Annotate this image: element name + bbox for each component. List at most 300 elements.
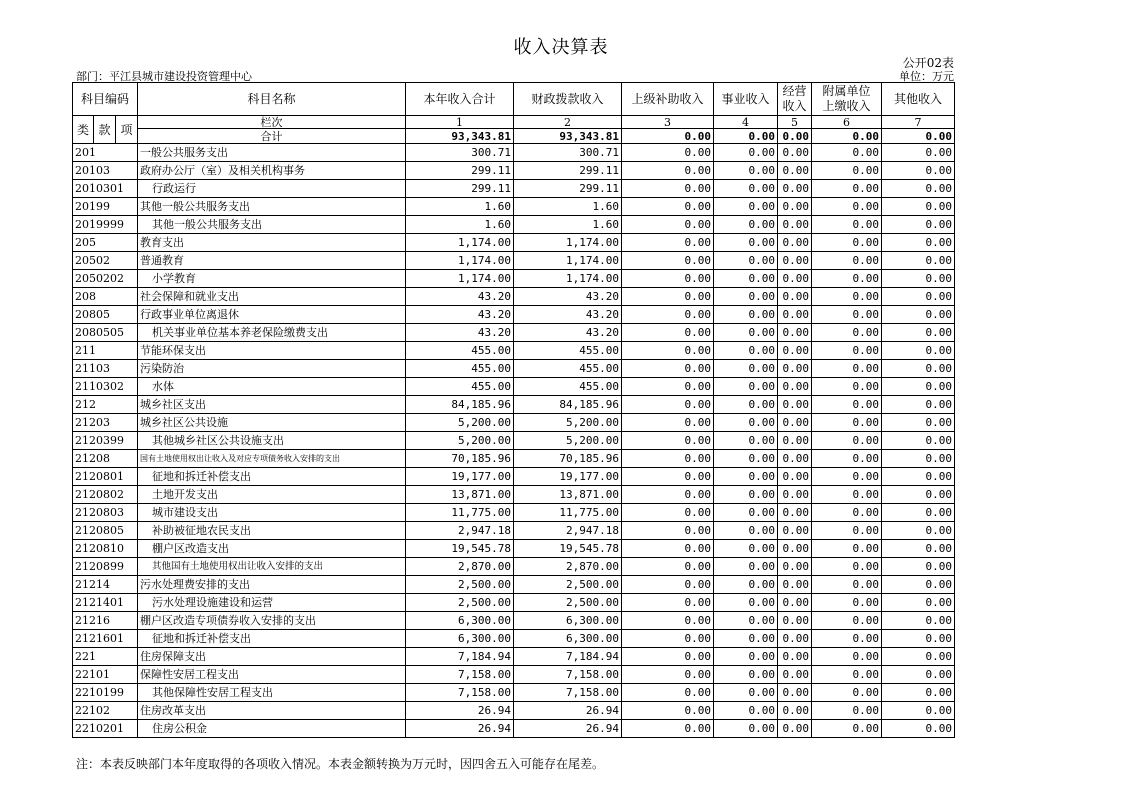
- row-fiscal: 455.00: [514, 342, 622, 360]
- header-upper: 上级补助收入: [622, 83, 714, 116]
- row-affiliated: 0.00: [812, 666, 882, 684]
- row-affiliated: 0.00: [812, 504, 882, 522]
- row-other: 0.00: [882, 324, 955, 342]
- row-business: 0.00: [714, 486, 778, 504]
- row-business: 0.00: [714, 630, 778, 648]
- row-code: 20199: [73, 198, 138, 216]
- row-upper: 0.00: [622, 234, 714, 252]
- row-other: 0.00: [882, 252, 955, 270]
- row-fiscal: 299.11: [514, 162, 622, 180]
- row-name: 机关事业单位基本养老保险缴费支出: [138, 324, 406, 342]
- row-business: 0.00: [714, 612, 778, 630]
- row-operate: 0.00: [778, 342, 812, 360]
- row-other: 0.00: [882, 180, 955, 198]
- row-operate: 0.00: [778, 396, 812, 414]
- row-total: 19,177.00: [406, 468, 514, 486]
- header-affiliated-line1: 附属单位: [822, 84, 871, 98]
- row-other: 0.00: [882, 540, 955, 558]
- row-fiscal: 2,500.00: [514, 576, 622, 594]
- row-business: 0.00: [714, 468, 778, 486]
- row-code: 21216: [73, 612, 138, 630]
- table-row: [73, 288, 955, 306]
- table-row: [73, 342, 955, 360]
- header-other: 其他收入: [882, 83, 955, 116]
- row-operate: 0.00: [778, 720, 812, 738]
- row-name: 住房改革支出: [138, 702, 406, 720]
- row-operate: 0.00: [778, 360, 812, 378]
- row-upper: 0.00: [622, 378, 714, 396]
- row-business: 0.00: [714, 522, 778, 540]
- row-total: 7,158.00: [406, 666, 514, 684]
- row-name: 国有土地使用权出让收入及对应专项债务收入安排的支出: [138, 450, 406, 468]
- row-upper: 0.00: [622, 306, 714, 324]
- row-fiscal: 6,300.00: [514, 612, 622, 630]
- row-other: 0.00: [882, 234, 955, 252]
- table-row: [73, 522, 955, 540]
- row-other: 0.00: [882, 360, 955, 378]
- row-name: 其他保障性安居工程支出: [138, 684, 406, 702]
- row-total: 455.00: [406, 342, 514, 360]
- row-business: 0.00: [714, 414, 778, 432]
- row-operate: 0.00: [778, 630, 812, 648]
- row-operate: 0.00: [778, 378, 812, 396]
- table-row: [73, 252, 955, 270]
- table-row: [73, 360, 955, 378]
- table-row: [73, 234, 955, 252]
- row-upper: 0.00: [622, 612, 714, 630]
- row-operate: 0.00: [778, 504, 812, 522]
- row-business: 0.00: [714, 360, 778, 378]
- row-affiliated: 0.00: [812, 270, 882, 288]
- row-name: 行政运行: [138, 180, 406, 198]
- row-code: 2010301: [73, 180, 138, 198]
- total-c4: 0.00: [714, 129, 778, 144]
- page-title: 收入决算表: [513, 37, 609, 58]
- table-row: [73, 306, 955, 324]
- row-other: 0.00: [882, 558, 955, 576]
- row-operate: 0.00: [778, 144, 812, 162]
- row-upper: 0.00: [622, 414, 714, 432]
- table-row: [73, 162, 955, 180]
- row-code: 2121401: [73, 594, 138, 612]
- header-lei: 类: [73, 116, 94, 144]
- row-operate: 0.00: [778, 288, 812, 306]
- row-affiliated: 0.00: [812, 324, 882, 342]
- row-operate: 0.00: [778, 432, 812, 450]
- row-affiliated: 0.00: [812, 396, 882, 414]
- row-total: 2,870.00: [406, 558, 514, 576]
- row-affiliated: 0.00: [812, 648, 882, 666]
- row-total: 1,174.00: [406, 252, 514, 270]
- row-operate: 0.00: [778, 522, 812, 540]
- row-operate: 0.00: [778, 558, 812, 576]
- row-business: 0.00: [714, 648, 778, 666]
- form-number: 公开02表: [902, 56, 954, 70]
- table-row: [73, 702, 955, 720]
- row-upper: 0.00: [622, 144, 714, 162]
- row-code: 21214: [73, 576, 138, 594]
- table-row: [73, 198, 955, 216]
- table-row: [73, 486, 955, 504]
- row-affiliated: 0.00: [812, 630, 882, 648]
- row-other: 0.00: [882, 450, 955, 468]
- row-fiscal: 43.20: [514, 324, 622, 342]
- row-fiscal: 2,500.00: [514, 594, 622, 612]
- row-other: 0.00: [882, 522, 955, 540]
- row-code: 20103: [73, 162, 138, 180]
- row-name: 棚户区改造支出: [138, 540, 406, 558]
- row-total: 6,300.00: [406, 630, 514, 648]
- row-business: 0.00: [714, 162, 778, 180]
- row-other: 0.00: [882, 144, 955, 162]
- table-row: [73, 216, 955, 234]
- row-total: 43.20: [406, 306, 514, 324]
- table-row: [73, 612, 955, 630]
- row-fiscal: 19,177.00: [514, 468, 622, 486]
- row-code: 22102: [73, 702, 138, 720]
- col-index-2: 2: [514, 116, 622, 129]
- department-label: 部门：平江县城市建设投资管理中心: [76, 70, 252, 83]
- row-business: 0.00: [714, 702, 778, 720]
- row-code: 2080505: [73, 324, 138, 342]
- row-code: 2120399: [73, 432, 138, 450]
- header-total: 本年收入合计: [406, 83, 514, 116]
- row-code: 2120803: [73, 504, 138, 522]
- row-fiscal: 455.00: [514, 378, 622, 396]
- row-name: 水体: [138, 378, 406, 396]
- row-business: 0.00: [714, 216, 778, 234]
- row-code: 2120899: [73, 558, 138, 576]
- row-name: 城乡社区公共设施: [138, 414, 406, 432]
- row-fiscal: 11,775.00: [514, 504, 622, 522]
- table-row: [73, 450, 955, 468]
- header-operate-line1: 经营: [782, 84, 807, 98]
- table-row: [73, 180, 955, 198]
- row-fiscal: 1.60: [514, 198, 622, 216]
- row-affiliated: 0.00: [812, 612, 882, 630]
- row-name: 行政事业单位离退休: [138, 306, 406, 324]
- row-name: 其他国有土地使用权出让收入安排的支出: [138, 558, 406, 576]
- header-xiang: 项: [116, 116, 138, 144]
- table-row: [73, 504, 955, 522]
- row-code: 211: [73, 342, 138, 360]
- row-fiscal: 2,870.00: [514, 558, 622, 576]
- row-fiscal: 5,200.00: [514, 414, 622, 432]
- table-row: [73, 144, 955, 162]
- row-name: 城乡社区支出: [138, 396, 406, 414]
- row-fiscal: 84,185.96: [514, 396, 622, 414]
- row-other: 0.00: [882, 720, 955, 738]
- row-business: 0.00: [714, 324, 778, 342]
- row-code: 205: [73, 234, 138, 252]
- row-total: 299.11: [406, 180, 514, 198]
- row-upper: 0.00: [622, 324, 714, 342]
- row-fiscal: 13,871.00: [514, 486, 622, 504]
- row-fiscal: 1,174.00: [514, 270, 622, 288]
- row-total: 13,871.00: [406, 486, 514, 504]
- footnote: 注：本表反映部门本年度取得的各项收入情况。本表金额转换为万元时，因四舍五入可能存在尾差。: [76, 757, 605, 771]
- row-total: 299.11: [406, 162, 514, 180]
- row-business: 0.00: [714, 378, 778, 396]
- row-total: 6,300.00: [406, 612, 514, 630]
- row-fiscal: 1.60: [514, 216, 622, 234]
- row-operate: 0.00: [778, 216, 812, 234]
- header-business: 事业收入: [714, 83, 778, 116]
- row-name: 社会保障和就业支出: [138, 288, 406, 306]
- row-other: 0.00: [882, 486, 955, 504]
- row-affiliated: 0.00: [812, 450, 882, 468]
- row-operate: 0.00: [778, 306, 812, 324]
- row-operate: 0.00: [778, 162, 812, 180]
- row-upper: 0.00: [622, 504, 714, 522]
- row-upper: 0.00: [622, 468, 714, 486]
- row-operate: 0.00: [778, 270, 812, 288]
- row-other: 0.00: [882, 342, 955, 360]
- row-business: 0.00: [714, 180, 778, 198]
- table-row: [73, 540, 955, 558]
- row-operate: 0.00: [778, 252, 812, 270]
- row-total: 455.00: [406, 378, 514, 396]
- row-business: 0.00: [714, 504, 778, 522]
- table-row: [73, 270, 955, 288]
- row-code: 201: [73, 144, 138, 162]
- row-name: 政府办公厅（室）及相关机构事务: [138, 162, 406, 180]
- row-code: 21208: [73, 450, 138, 468]
- table-row: [73, 324, 955, 342]
- row-name: 住房保障支出: [138, 648, 406, 666]
- row-total: 1,174.00: [406, 234, 514, 252]
- header-affiliated-line2: 上缴收入: [822, 99, 871, 113]
- row-total: 455.00: [406, 360, 514, 378]
- row-operate: 0.00: [778, 594, 812, 612]
- row-affiliated: 0.00: [812, 486, 882, 504]
- total-c2: 93,343.81: [514, 129, 622, 144]
- row-upper: 0.00: [622, 486, 714, 504]
- row-affiliated: 0.00: [812, 432, 882, 450]
- header-code: 科目编码: [73, 83, 138, 116]
- row-business: 0.00: [714, 198, 778, 216]
- row-code: 21203: [73, 414, 138, 432]
- total-row: [73, 129, 955, 144]
- row-business: 0.00: [714, 306, 778, 324]
- row-affiliated: 0.00: [812, 198, 882, 216]
- row-total: 5,200.00: [406, 432, 514, 450]
- row-name: 住房公积金: [138, 720, 406, 738]
- row-name: 征地和拆迁补偿支出: [138, 630, 406, 648]
- row-other: 0.00: [882, 198, 955, 216]
- row-upper: 0.00: [622, 648, 714, 666]
- row-affiliated: 0.00: [812, 306, 882, 324]
- row-name: 土地开发支出: [138, 486, 406, 504]
- col-index-5: 5: [778, 116, 812, 129]
- row-name: 其他一般公共服务支出: [138, 216, 406, 234]
- row-other: 0.00: [882, 504, 955, 522]
- row-upper: 0.00: [622, 360, 714, 378]
- header-affiliated: [812, 83, 882, 116]
- row-name: 其他城乡社区公共设施支出: [138, 432, 406, 450]
- row-operate: 0.00: [778, 414, 812, 432]
- row-upper: 0.00: [622, 558, 714, 576]
- row-business: 0.00: [714, 558, 778, 576]
- col-index-6: 6: [812, 116, 882, 129]
- total-c7: 0.00: [882, 129, 955, 144]
- row-other: 0.00: [882, 684, 955, 702]
- row-upper: 0.00: [622, 450, 714, 468]
- row-other: 0.00: [882, 666, 955, 684]
- row-other: 0.00: [882, 396, 955, 414]
- row-other: 0.00: [882, 648, 955, 666]
- row-affiliated: 0.00: [812, 522, 882, 540]
- row-name: 污染防治: [138, 360, 406, 378]
- row-business: 0.00: [714, 342, 778, 360]
- row-operate: 0.00: [778, 468, 812, 486]
- row-upper: 0.00: [622, 270, 714, 288]
- header-operate: [778, 83, 812, 116]
- row-total: 26.94: [406, 720, 514, 738]
- row-upper: 0.00: [622, 252, 714, 270]
- row-other: 0.00: [882, 216, 955, 234]
- row-total: 43.20: [406, 324, 514, 342]
- total-c3: 0.00: [622, 129, 714, 144]
- row-upper: 0.00: [622, 522, 714, 540]
- row-other: 0.00: [882, 288, 955, 306]
- row-affiliated: 0.00: [812, 540, 882, 558]
- row-affiliated: 0.00: [812, 594, 882, 612]
- total-c1: 93,343.81: [406, 129, 514, 144]
- row-total: 2,500.00: [406, 594, 514, 612]
- row-code: 22101: [73, 666, 138, 684]
- row-total: 2,500.00: [406, 576, 514, 594]
- row-name: 教育支出: [138, 234, 406, 252]
- table-row: [73, 576, 955, 594]
- row-upper: 0.00: [622, 288, 714, 306]
- row-affiliated: 0.00: [812, 342, 882, 360]
- col-index-7: 7: [882, 116, 955, 129]
- row-affiliated: 0.00: [812, 252, 882, 270]
- row-code: 20805: [73, 306, 138, 324]
- row-operate: 0.00: [778, 450, 812, 468]
- row-code: 20502: [73, 252, 138, 270]
- table-row: [73, 414, 955, 432]
- row-fiscal: 26.94: [514, 720, 622, 738]
- row-code: 2120801: [73, 468, 138, 486]
- row-affiliated: 0.00: [812, 468, 882, 486]
- row-business: 0.00: [714, 666, 778, 684]
- row-upper: 0.00: [622, 198, 714, 216]
- row-total: 26.94: [406, 702, 514, 720]
- row-business: 0.00: [714, 540, 778, 558]
- row-fiscal: 7,158.00: [514, 666, 622, 684]
- row-affiliated: 0.00: [812, 360, 882, 378]
- row-other: 0.00: [882, 162, 955, 180]
- row-affiliated: 0.00: [812, 288, 882, 306]
- table-row: [73, 396, 955, 414]
- row-other: 0.00: [882, 630, 955, 648]
- row-other: 0.00: [882, 594, 955, 612]
- row-total: 7,184.94: [406, 648, 514, 666]
- row-fiscal: 19,545.78: [514, 540, 622, 558]
- row-fiscal: 7,184.94: [514, 648, 622, 666]
- row-operate: 0.00: [778, 198, 812, 216]
- table-row: [73, 558, 955, 576]
- row-upper: 0.00: [622, 540, 714, 558]
- row-upper: 0.00: [622, 342, 714, 360]
- row-fiscal: 43.20: [514, 288, 622, 306]
- table-row: [73, 378, 955, 396]
- row-affiliated: 0.00: [812, 144, 882, 162]
- row-operate: 0.00: [778, 684, 812, 702]
- row-other: 0.00: [882, 270, 955, 288]
- row-total: 43.20: [406, 288, 514, 306]
- row-fiscal: 5,200.00: [514, 432, 622, 450]
- row-business: 0.00: [714, 270, 778, 288]
- row-total: 5,200.00: [406, 414, 514, 432]
- row-code: 21103: [73, 360, 138, 378]
- row-fiscal: 43.20: [514, 306, 622, 324]
- row-total: 84,185.96: [406, 396, 514, 414]
- table-row: [73, 684, 955, 702]
- table-row: [73, 432, 955, 450]
- row-business: 0.00: [714, 450, 778, 468]
- row-code: 2120802: [73, 486, 138, 504]
- row-code: 2120810: [73, 540, 138, 558]
- row-total: 19,545.78: [406, 540, 514, 558]
- total-label: 合计: [138, 129, 406, 144]
- row-operate: 0.00: [778, 180, 812, 198]
- row-total: 1.60: [406, 198, 514, 216]
- row-fiscal: 70,185.96: [514, 450, 622, 468]
- row-operate: 0.00: [778, 576, 812, 594]
- row-other: 0.00: [882, 576, 955, 594]
- row-name: 污水处理设施建设和运营: [138, 594, 406, 612]
- row-affiliated: 0.00: [812, 378, 882, 396]
- row-operate: 0.00: [778, 324, 812, 342]
- row-fiscal: 455.00: [514, 360, 622, 378]
- row-fiscal: 300.71: [514, 144, 622, 162]
- row-business: 0.00: [714, 396, 778, 414]
- row-code: 2050202: [73, 270, 138, 288]
- row-business: 0.00: [714, 594, 778, 612]
- row-total: 1.60: [406, 216, 514, 234]
- header-fiscal: 财政拨款收入: [514, 83, 622, 116]
- table-row: [73, 468, 955, 486]
- row-total: 7,158.00: [406, 684, 514, 702]
- row-business: 0.00: [714, 252, 778, 270]
- row-affiliated: 0.00: [812, 702, 882, 720]
- total-c6: 0.00: [812, 129, 882, 144]
- row-business: 0.00: [714, 144, 778, 162]
- row-name: 补助被征地农民支出: [138, 522, 406, 540]
- row-total: 70,185.96: [406, 450, 514, 468]
- row-upper: 0.00: [622, 666, 714, 684]
- row-upper: 0.00: [622, 594, 714, 612]
- row-affiliated: 0.00: [812, 720, 882, 738]
- row-affiliated: 0.00: [812, 414, 882, 432]
- row-code: 221: [73, 648, 138, 666]
- row-other: 0.00: [882, 306, 955, 324]
- row-name: 一般公共服务支出: [138, 144, 406, 162]
- row-operate: 0.00: [778, 666, 812, 684]
- row-name: 保障性安居工程支出: [138, 666, 406, 684]
- row-code: 2210199: [73, 684, 138, 702]
- row-upper: 0.00: [622, 630, 714, 648]
- row-upper: 0.00: [622, 684, 714, 702]
- row-fiscal: 7,158.00: [514, 684, 622, 702]
- row-other: 0.00: [882, 378, 955, 396]
- row-total: 2,947.18: [406, 522, 514, 540]
- row-other: 0.00: [882, 702, 955, 720]
- row-code: 2110302: [73, 378, 138, 396]
